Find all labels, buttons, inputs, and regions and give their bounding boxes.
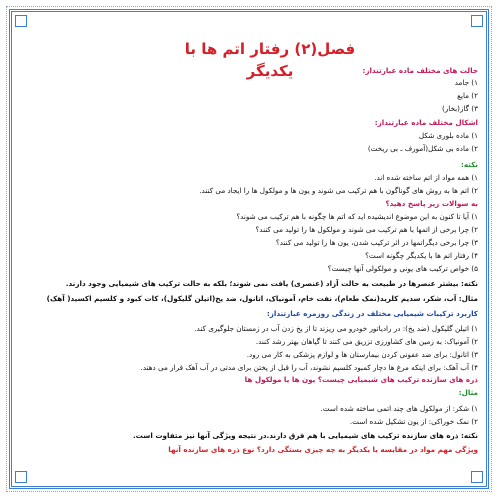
text-line: به سوالات زیر پاسخ دهید؟ xyxy=(385,199,478,208)
text-line: ۳) چرا برخی دیگراتمها در اثر ترکیب شدن، یون ها را تولید می کنند؟ xyxy=(275,238,478,247)
text-line: ۴) آب آهک: برای اینکه مرغ ها دچار کمبود کلسیم نشوند، آب را قبل از پختن برای مدتی در آب آهک قرار می دهند. xyxy=(140,363,478,372)
text-line: ۱) جامد xyxy=(454,78,478,87)
text-line: مثال: xyxy=(458,388,478,397)
text-line: ۵) خواص ترکیب های یونی و مولکولی آنها چیست؟ xyxy=(327,264,478,273)
text-line: ۱) آیا تا کنون به این موضوع اندیشیده اید که اتم ها چگونه با هم ترکیب می شوند؟ xyxy=(236,212,478,221)
text-line: ۳) اتانول: برای ضد عفونی کردن بیمارستان ها و لوازم پزشکی به کار می رود. xyxy=(246,350,478,359)
text-line: ویژگی مهم مواد در مقایسه با یکدیگر به چه چیزی بستگی دارد؟ نوع ذره های سازنده آنها xyxy=(168,445,478,454)
border-corner xyxy=(15,15,27,27)
text-line: نکته: بیشتر عنصرها در طبیعت به حالت آزاد (عنصری) یافت نمی شوند؛ بلکه به حالت ترکیب های شیمیایی وجود دارند. xyxy=(65,279,478,288)
text-line: ۱) اتیلن گلیکول (ضد یخ): در رادیاتور خودرو می ریزند تا از یخ زدن آب در زمستان جلوگیری کند. xyxy=(194,324,478,333)
text-line: ذره های سازنده ترکیب های شیمیایی چیست؟ یون ها یا مولکول ها xyxy=(244,375,478,384)
text-line: حالت های مختلف ماده عبارتنداز: xyxy=(362,66,478,75)
text-line: ۱) شکر: از مولکول های چند اتمی ساخته شده است. xyxy=(320,404,478,413)
text-line: کاربرد ترکیبات شیمیایی مختلف در زندگی روزمره عبارتنداز: xyxy=(266,309,478,318)
text-line: ۱) همه مواد از اتم ساخته شده اند. xyxy=(374,173,478,182)
text-line: نکته: ذره های سازنده ترکیب های شیمیایی با هم فرق دارند.در نتیجه ویژگی آنها نیز متفاوت است. xyxy=(132,431,478,440)
text-line: ۲) نمک خوراکی: از یون تشکیل شده است. xyxy=(349,417,478,426)
text-line: ۲) مایع xyxy=(457,91,478,100)
page-title: فصل(۲) رفتار اتم ها با یکدیگر xyxy=(184,40,356,80)
document-page xyxy=(20,38,478,484)
text-line: ۳) گاز(بخار) xyxy=(442,104,478,113)
text-line: ۲) چرا برخی از اتمها با هم ترکیب می شوند و مولکول ها را تولید می کنند؟ xyxy=(255,225,478,234)
text-line: مثال: آب، شکر، سدیم کلرید(نمک طعام)، نفت خام، آمونیاک، اتانول، ضد یخ(اتیلن گلیکول)، کات کبود و کلسیم اکسید( آهک) xyxy=(46,294,478,303)
text-line: ۲) ماده بی شکل(آمورف ـ بی ریخت) xyxy=(367,144,478,153)
text-line: ۲) آمونیاک: به زمین های کشاورزی تزریق می کنند تا گیاهان بهتر رشد کنند. xyxy=(255,337,478,346)
text-line: اشکال مختلف ماده عبارتنداز: xyxy=(374,118,478,127)
border-corner xyxy=(471,15,483,27)
text-line: نکته: xyxy=(460,160,478,169)
text-line: ۲) اتم ها به روش های گوناگون با هم ترکیب می شوند و یون ها و مولکول ها را ایجاد می کنند. xyxy=(199,186,478,195)
text-line: ۱) ماده بلوری شکل xyxy=(418,131,478,140)
text-line: ۴) رفتار اتم ها با یکدیگر چگونه است؟ xyxy=(365,251,478,260)
